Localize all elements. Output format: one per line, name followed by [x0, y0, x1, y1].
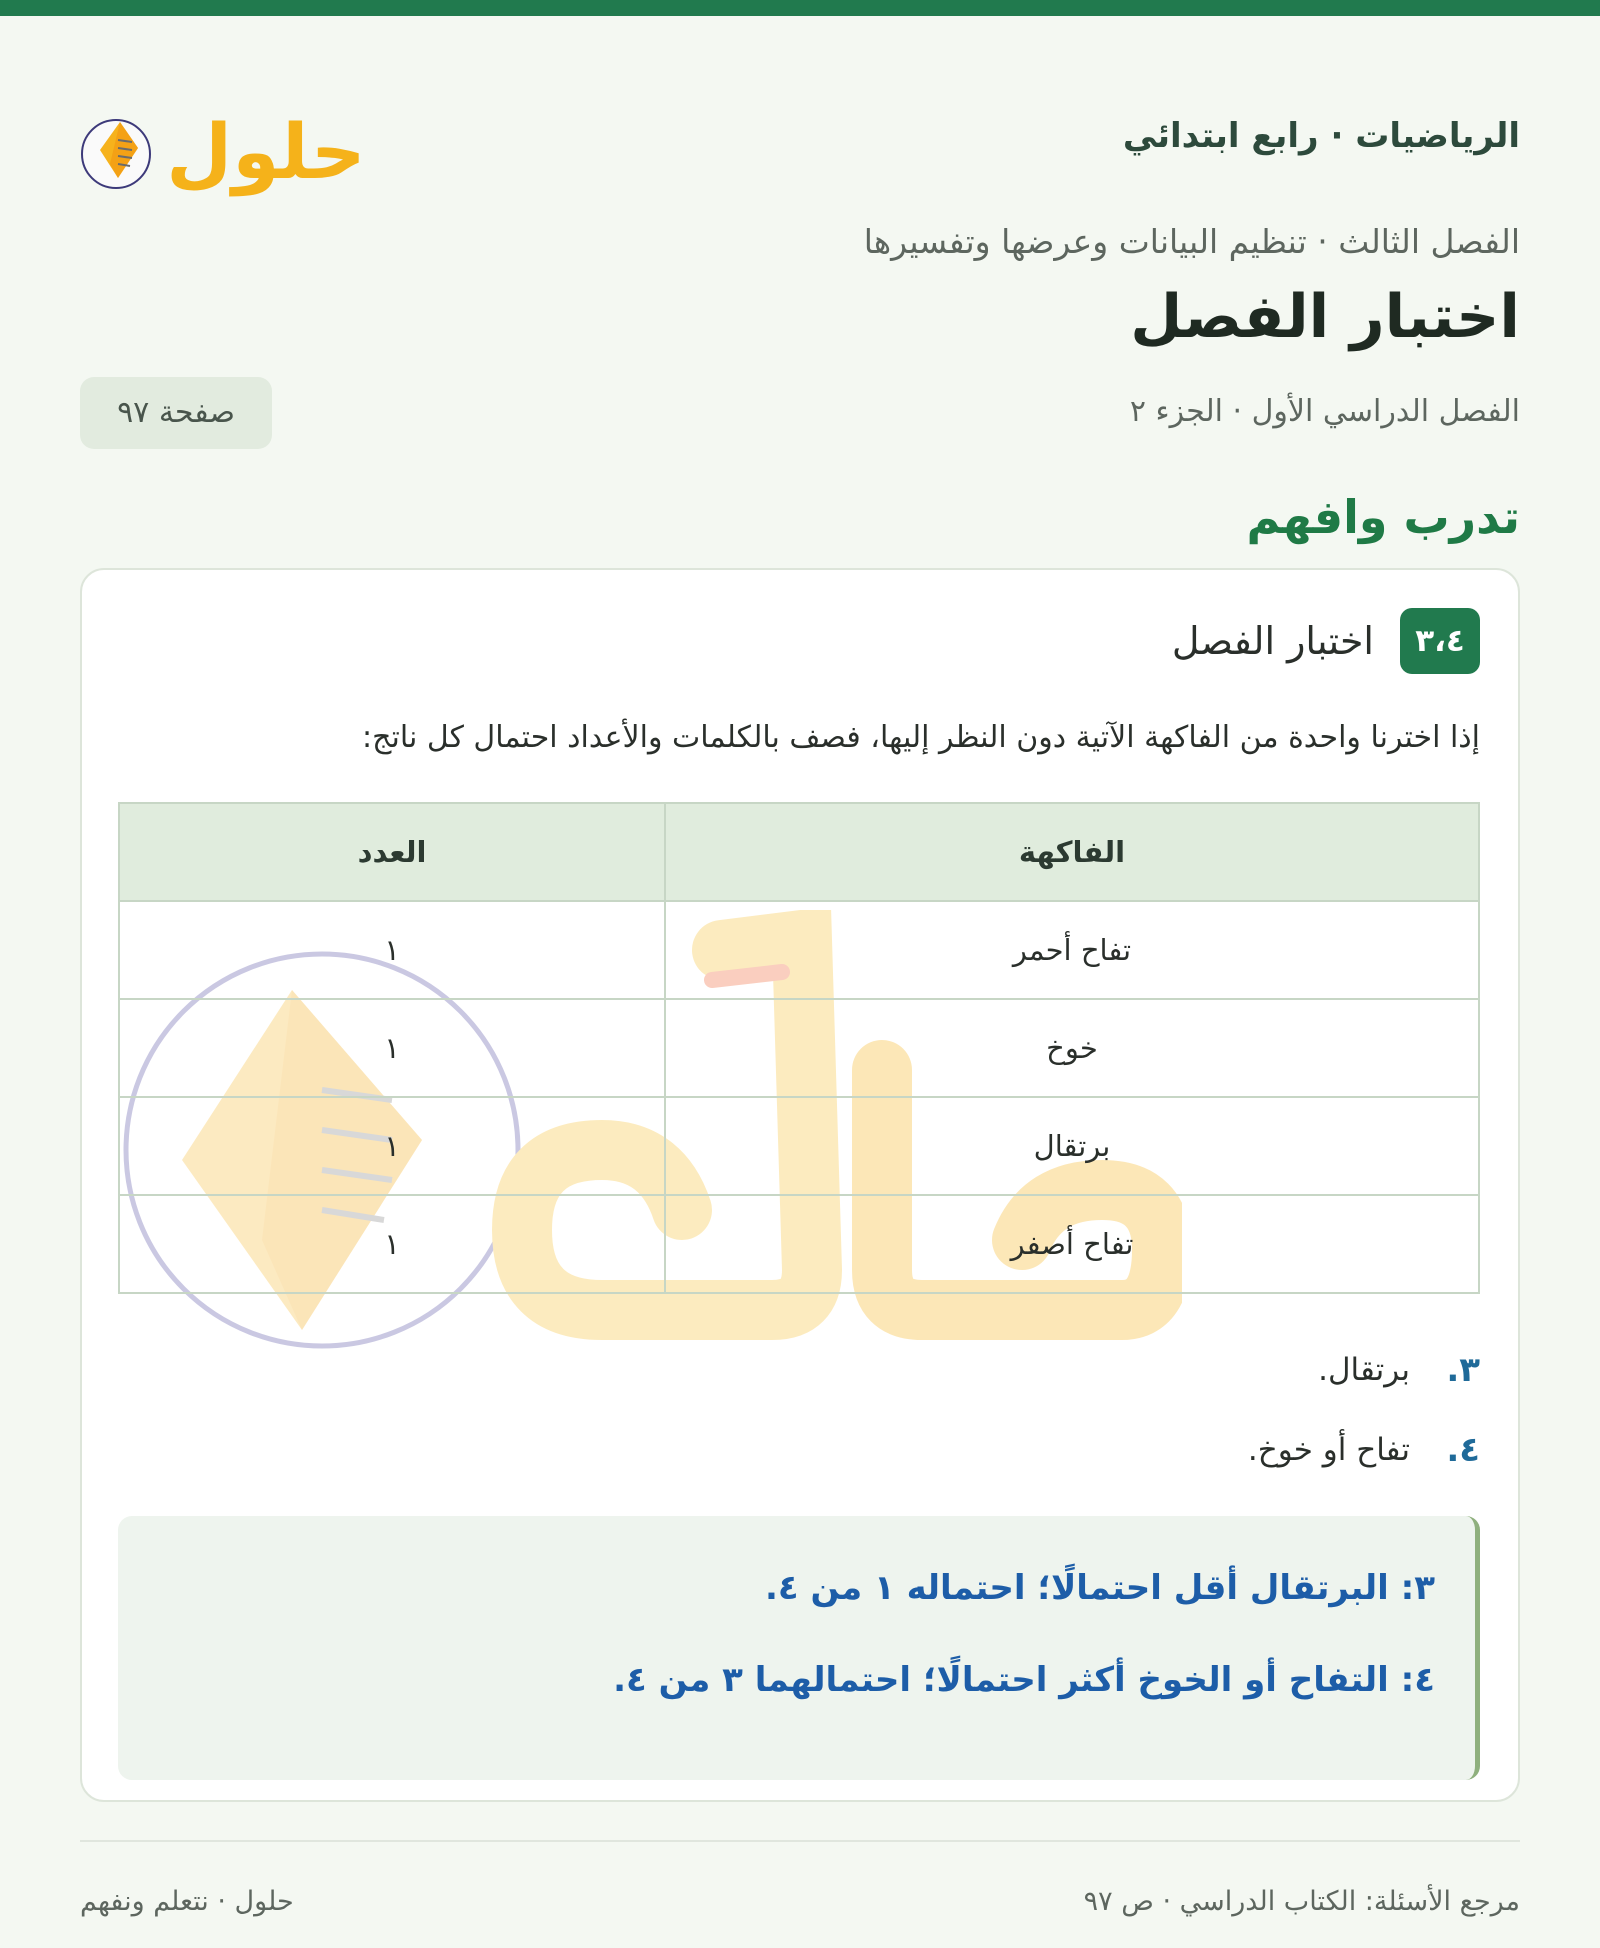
table-cell-count: ١ [119, 1195, 665, 1293]
logo-wordmark: حلول [166, 107, 366, 196]
answer-list [1248, 1330, 1480, 1490]
table-cell-count: ١ [119, 1097, 665, 1195]
page-title: اختبار الفصل [1130, 282, 1520, 352]
solution-line: ٤: التفاح أو الخوخ أكثر احتمالًا؛ احتمالهما ٣ من ٤. [613, 1660, 1435, 1700]
chapter-label: الفصل الثالث · تنظيم البيانات وعرضها وتفسيرها [863, 222, 1520, 261]
section-heading: تدرب وافهم [1246, 490, 1520, 544]
question-text: إذا اخترنا واحدة من الفاكهة الآتية دون النظر إليها، فصف بالكلمات والأعداد احتمال كل ناتج: [362, 720, 1480, 755]
page-number-badge: صفحة ٩٧ [80, 377, 272, 449]
question-card [80, 568, 1520, 1802]
table-header-fruit: الفاكهة [665, 803, 1479, 901]
table-header-count: العدد [119, 803, 665, 901]
table-cell-count: ١ [119, 999, 665, 1097]
top-accent-bar [0, 0, 1600, 16]
table-cell-fruit: تفاح أحمر [665, 901, 1479, 999]
table-row [119, 1097, 1479, 1195]
answer-number: ٤. [1446, 1430, 1480, 1470]
page [80, 16, 1520, 1948]
term-label: الفصل الدراسي الأول · الجزء ٢ [1129, 394, 1520, 429]
list-item [1248, 1330, 1480, 1410]
hulul-logo-icon [80, 68, 370, 198]
footer [80, 1840, 1520, 1922]
table-row [119, 1195, 1479, 1293]
table-header-row [119, 803, 1479, 901]
question-number-badge: ٣،٤ [1400, 608, 1480, 674]
table-row [119, 901, 1479, 999]
header [80, 60, 1520, 200]
table-cell-fruit: تفاح أصفر [665, 1195, 1479, 1293]
answer-number: ٣. [1446, 1350, 1480, 1390]
hulul-logo[interactable] [80, 68, 370, 198]
solution-box [118, 1516, 1480, 1780]
answer-text: تفاح أو خوخ. [1247, 1432, 1410, 1468]
solution-line: ٣: البرتقال أقل احتمالًا؛ احتماله ١ من ٤. [764, 1568, 1435, 1608]
footer-reference: مرجع الأسئلة: الكتاب الدراسي · ص ٩٧ [1083, 1886, 1520, 1917]
footer-brand: حلول · نتعلم ونفهم [80, 1886, 294, 1917]
table-cell-count: ١ [119, 901, 665, 999]
question-title: اختبار الفصل [1171, 619, 1374, 663]
table-row [119, 999, 1479, 1097]
question-header [1172, 608, 1480, 674]
fruit-table [118, 802, 1480, 1294]
list-item [1248, 1410, 1480, 1490]
answer-text: برتقال. [1318, 1352, 1410, 1388]
subject-title: الرياضيات · رابع ابتدائي [1122, 116, 1520, 156]
table-cell-fruit: برتقال [665, 1097, 1479, 1195]
table-cell-fruit: خوخ [665, 999, 1479, 1097]
